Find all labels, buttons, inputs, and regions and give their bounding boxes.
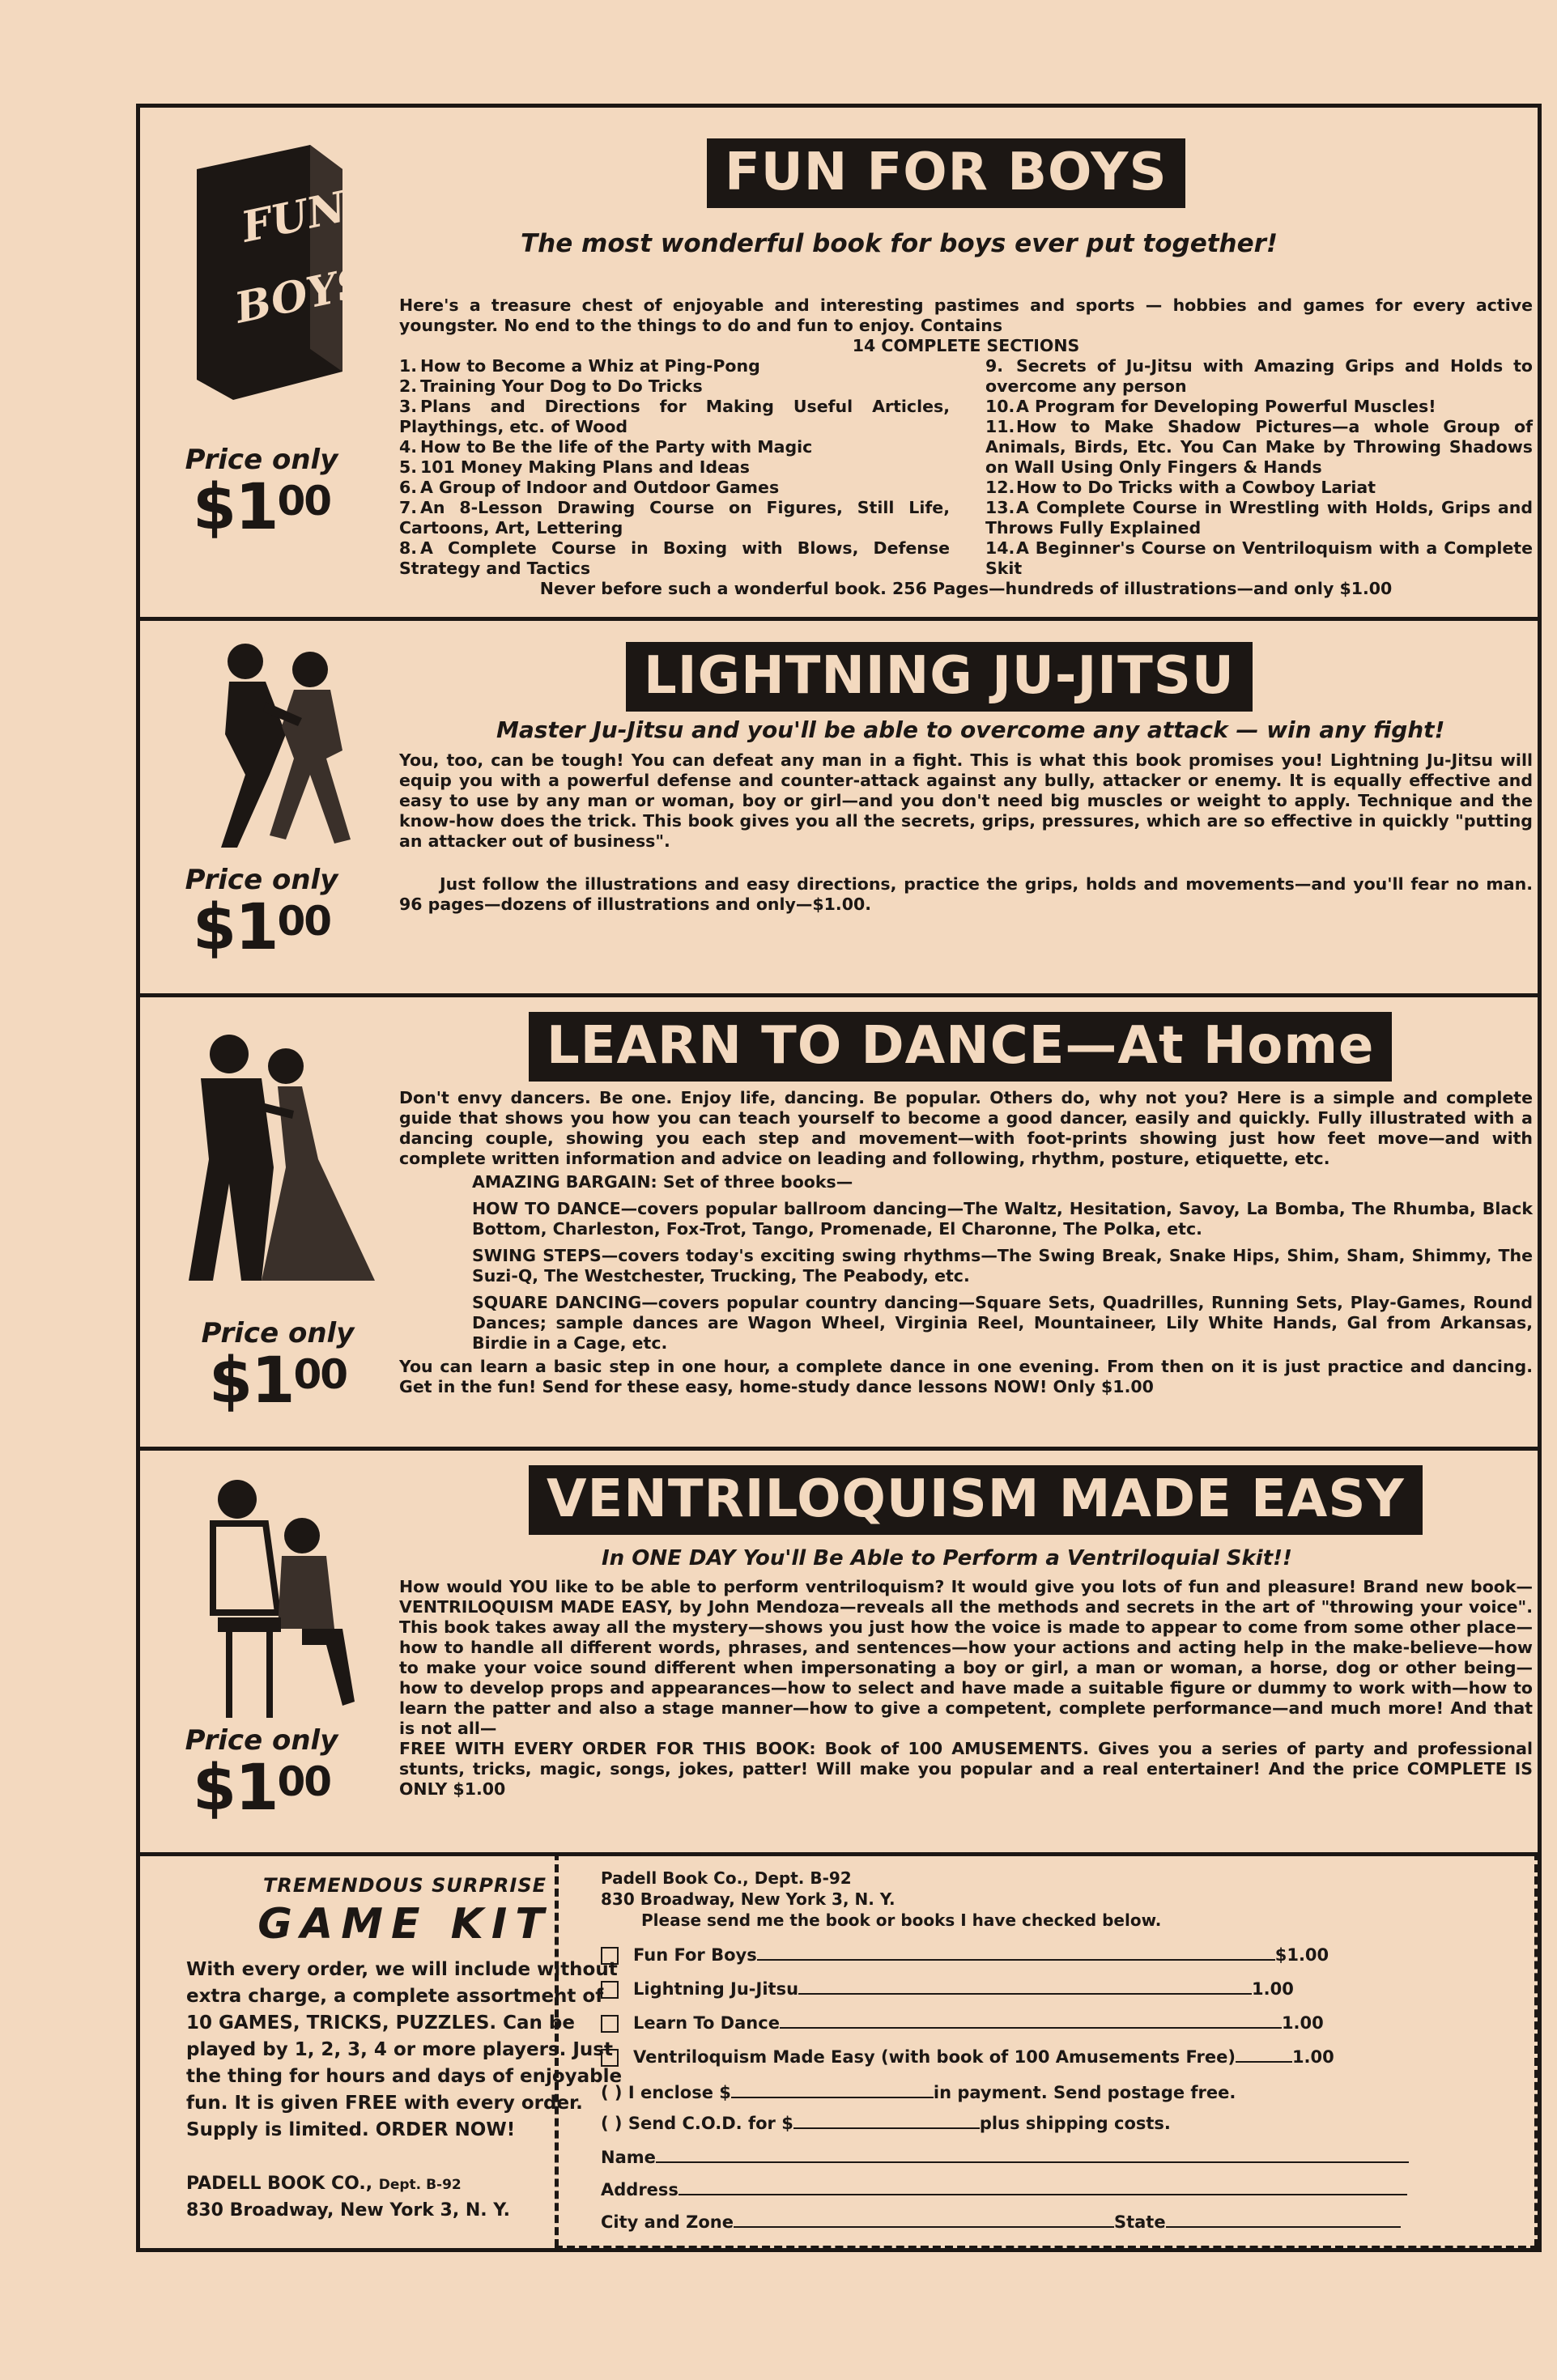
order-item-lightning-jujitsu[interactable]: Lightning Ju-Jitsu 1.00: [601, 1979, 1475, 1999]
dance-book-swing-steps: SWING STEPS—covers today's exciting swing rhythms—The Swing Break, Snake Hips, Shim, Sham, Shimmy, The Suzi-Q, The Westchester, Trucking, The Peabody, etc.: [472, 1246, 1533, 1286]
state-field[interactable]: [1166, 2213, 1401, 2228]
fun-for-boys-book-illustration: [189, 137, 372, 404]
section-lightning-jujitsu: [140, 621, 1538, 997]
game-kit-title: GAME KIT: [257, 1900, 552, 1949]
order-header: Padell Book Co., Dept. B-92 830 Broadway, New York 3, N. Y. Please send me the book or books I have checked below.: [601, 1868, 1162, 1930]
price-label: Price only: [201, 1317, 355, 1349]
fun-for-boys-closing: Never before such a wonderful book. 256 Pages—hundreds of illustrations—and only $1.00: [539, 579, 1393, 598]
city-label: City and Zone: [601, 2212, 734, 2232]
list-item: 9. Secrets of Ju-Jitsu with Amazing Grips and Holds to overcome any person: [985, 356, 1533, 396]
city-field[interactable]: [734, 2213, 1114, 2228]
order-item-fun-for-boys[interactable]: Fun For Boys $1.00: [601, 1945, 1475, 1965]
price-label: Price only: [185, 1724, 338, 1757]
jujitsu-fighters-illustration: [189, 637, 367, 864]
ventriloquism-tagline: In ONE DAY You'll Be Able to Perform a Ventriloquial Skit!!: [602, 1546, 1292, 1570]
price-amount: $\$1^{00}$: [192, 1752, 331, 1825]
ventriloquism-free-offer: FREE WITH EVERY ORDER FOR THIS BOOK: Book of 100 AMUSEMENTS. Gives you a series of party and professional stunts, tricks, magic, songs, jokes, patter! Will make you popular and a real entertainer! And the price COMPLETE IS ONLY $1.00: [399, 1739, 1533, 1799]
order-cod[interactable]: ( ) Send C.O.D. for $ plus shipping costs.: [601, 2114, 1171, 2133]
list-item: 10.A Program for Developing Powerful Muscles!: [985, 397, 1436, 416]
checkbox[interactable]: [601, 2049, 619, 2067]
jujitsu-tagline: Master Ju-Jitsu and you'll be able to overcome any attack — win any fight!: [496, 716, 1445, 743]
game-kit-text: With every order, we will include without extra charge, a complete assortment of 10 GAMES, TRICKS, PUZZLES. Can be played by 1, 2, 3, 4 or more players. Just the thing for hours and days of enjoyable fun. It is given FREE with every order. Supply is limited. ORDER NOW!: [186, 1959, 623, 2140]
order-item-learn-to-dance[interactable]: Learn To Dance 1.00: [601, 2013, 1475, 2033]
game-kit-surprise: TREMENDOUS SURPRISE: [263, 1874, 547, 1897]
list-item: 12.How to Do Tricks with a Cowboy Lariat: [985, 478, 1376, 497]
ventriloquism-headline: VENTRILOQUISM MADE EASY: [529, 1465, 1423, 1535]
ventriloquism-price: [172, 1724, 351, 1825]
list-item: 3. Plans and Directions for Making Useful Articles, Playthings, etc. of Wood: [399, 397, 950, 436]
dance-bargain: AMAZING BARGAIN: Set of three books—: [472, 1172, 853, 1192]
checkbox[interactable]: [601, 2015, 619, 2033]
dance-price: [189, 1317, 367, 1417]
list-item: 13.A Complete Course in Wrestling with Holds, Grips and Throws Fully Explained: [985, 498, 1533, 538]
jujitsu-body: [399, 750, 1533, 915]
order-item-ventriloquism[interactable]: Ventriloquism Made Easy (with book of 100 Amusements Free) 1.00: [601, 2047, 1475, 2067]
list-item: 8. A Complete Course in Boxing with Blows, Defense Strategy and Tactics: [399, 538, 950, 578]
list-item: 11.How to Make Shadow Pictures—a whole Group of Animals, Birds, Etc. You Can Make by Throwing Shadows on Wall Using Only Fingers & Hands: [985, 417, 1533, 477]
list-item: 2. Training Your Dog to Do Tricks: [399, 376, 703, 396]
price-label: Price only: [185, 864, 338, 896]
enclose-amount-field[interactable]: [731, 2084, 934, 2098]
fun-for-boys-price: [172, 444, 351, 544]
dance-book-how-to-dance: HOW TO DANCE—covers popular ballroom dancing—The Waltz, Hesitation, Savoy, La Bomba, The Rhumba, Black Bottom, Charleston, Fox-Trot, Tango, Promenade, El Charonne, The Polka, etc.: [472, 1199, 1533, 1239]
fun-for-boys-body: [399, 295, 1533, 599]
order-coupon-bottom-edge: [555, 2246, 1538, 2250]
ventriloquism-paragraph: How would YOU like to be able to perform ventriloquism? It would give you lots of fun and pleasure! Brand new book—VENTRILOQUISM MADE EASY, by John Mendoza—reveals all the methods and secrets in the art of "throwing your voice". This book takes away all the mystery—shows you just how the voice is made to appear to come from some other place—how to handle all different words, phrases, and sentences—how your actions and acting help in the make-believe—how to make your voice sound different when impersonating a boy or girl, a man or woman, a horse, dog or other being—how to develop props and appearances—how to select and have made a suitable figure or dummy to work with—how to learn the patter and also a stage manner—how to give a competent, complete performance—and much more! And that is not all—: [399, 1577, 1533, 1738]
dance-closing: You can learn a basic step in one hour, a complete dance in one evening. From then on it is just practice and dancing. Get in the fun! Send for these easy, home-study dance lessons NOW! Only $1.00: [399, 1357, 1533, 1396]
list-item: 14.A Beginner's Course on Ventriloquism with a Complete Skit: [985, 538, 1533, 578]
jujitsu-headline: LIGHTNING JU-JITSU: [626, 642, 1253, 712]
ventriloquism-body: [399, 1577, 1533, 1800]
ventriloquist-illustration: [181, 1467, 375, 1726]
dance-intro: Don't envy dancers. Be one. Enjoy life, dancing. Be popular. Others do, why not you? Here is a simple and complete guide that shows you how you can teach yourself to become a good dancer, easily and quickly. Fully illustrated with a dancing couple, showing you each step and movement—with foot-prints showing just how feet move—and with complete written information and advice on leading and following, rhythm, posture, etiquette, etc.: [399, 1088, 1533, 1168]
price-amount: $\$1^{00}$: [192, 891, 331, 964]
fun-for-boys-tagline: The most wonderful book for boys ever put together!: [521, 229, 1278, 258]
address-field[interactable]: [679, 2181, 1407, 2195]
order-name-row[interactable]: [601, 2148, 1409, 2167]
sections-heading: 14 COMPLETE SECTIONS: [852, 336, 1080, 355]
order-coupon: [555, 1852, 1538, 2247]
address-label: Address: [601, 2180, 679, 2199]
section-fun-for-boys: [140, 108, 1538, 621]
price-amount: $\$1^{00}$: [192, 471, 331, 544]
section-ventriloquism: [140, 1451, 1538, 1856]
list-item: 4. How to Be the life of the Party with Magic: [399, 437, 813, 457]
order-address-row[interactable]: [601, 2180, 1407, 2199]
jujitsu-paragraph-2: Just follow the illustrations and easy directions, practice the grips, holds and movements—and you'll fear no man. 96 pages—dozens of illustrations and only—$1.00.: [399, 874, 1533, 914]
name-label: Name: [601, 2148, 656, 2167]
section-learn-to-dance: [140, 997, 1538, 1451]
jujitsu-price: [172, 864, 351, 964]
fun-for-boys-list-right: [985, 356, 1533, 579]
checkbox[interactable]: [601, 1947, 619, 1965]
enclose-marker: ( ): [601, 2083, 623, 2102]
state-label: State: [1113, 2212, 1166, 2232]
price-label: Price only: [185, 444, 338, 476]
name-field[interactable]: [656, 2148, 1409, 2163]
list-item: 7. An 8-Lesson Drawing Course on Figures, Still Life, Cartoons, Art, Lettering: [399, 498, 950, 538]
cod-marker: ( ): [601, 2114, 623, 2133]
dancing-couple-illustration: [164, 1022, 391, 1289]
fun-for-boys-intro: Here's a treasure chest of enjoyable and interesting pastimes and sports — hobbies and games for every active youngster. No end to the things to do and fun to enjoy. Contains: [399, 295, 1533, 335]
dance-body: [399, 1088, 1533, 1397]
fun-for-boys-headline: FUN FOR BOYS: [707, 138, 1185, 208]
list-item: 5. 101 Money Making Plans and Ideas: [399, 457, 751, 477]
dance-headline: LEARN TO DANCE—At Home: [529, 1012, 1392, 1082]
price-amount: $\$1^{00}$: [208, 1345, 347, 1417]
list-item: 1. How to Become a Whiz at Ping-Pong: [399, 356, 760, 376]
jujitsu-paragraph-1: You, too, can be tough! You can defeat any man in a fight. This is what this book promises you! Lightning Ju-Jitsu will equip you with a powerful defense and counter-attack against any bully, attacker or enemy. It is equally effective and easy to use by any man or woman, boy or girl—and you don't need big muscles or weight to apply. Technique and the know-how does the trick. This book gives you all the secrets, grips, pressures, which are so effective in quickly "putting an attacker out of business".: [399, 750, 1533, 851]
cod-amount-field[interactable]: [793, 2114, 980, 2129]
order-enclose[interactable]: ( ) I enclose $ in payment. Send postage free.: [601, 2083, 1236, 2102]
svg-text:BOYS: BOYS: [231, 257, 372, 334]
svg-text:FUN: FUN: [237, 182, 351, 253]
fun-for-boys-list-left: [399, 356, 950, 579]
checkbox[interactable]: [601, 1981, 619, 1999]
game-kit-company: PADELL BOOK CO., Dept. B-92 830 Broadway, New York 3, N. Y.: [186, 2174, 510, 2221]
dance-book-square-dancing: SQUARE DANCING—covers popular country dancing—Square Sets, Quadrilles, Running Sets, Play-Games, Round Dances; sample dances are Wagon Wheel, Virginia Reel, Mountaineer, Lily White Hands, Gal from Arkansas, Birdie in a Cage, etc.: [472, 1293, 1533, 1353]
list-item: 6. A Group of Indoor and Outdoor Games: [399, 478, 780, 497]
order-city-row[interactable]: [601, 2212, 1401, 2232]
